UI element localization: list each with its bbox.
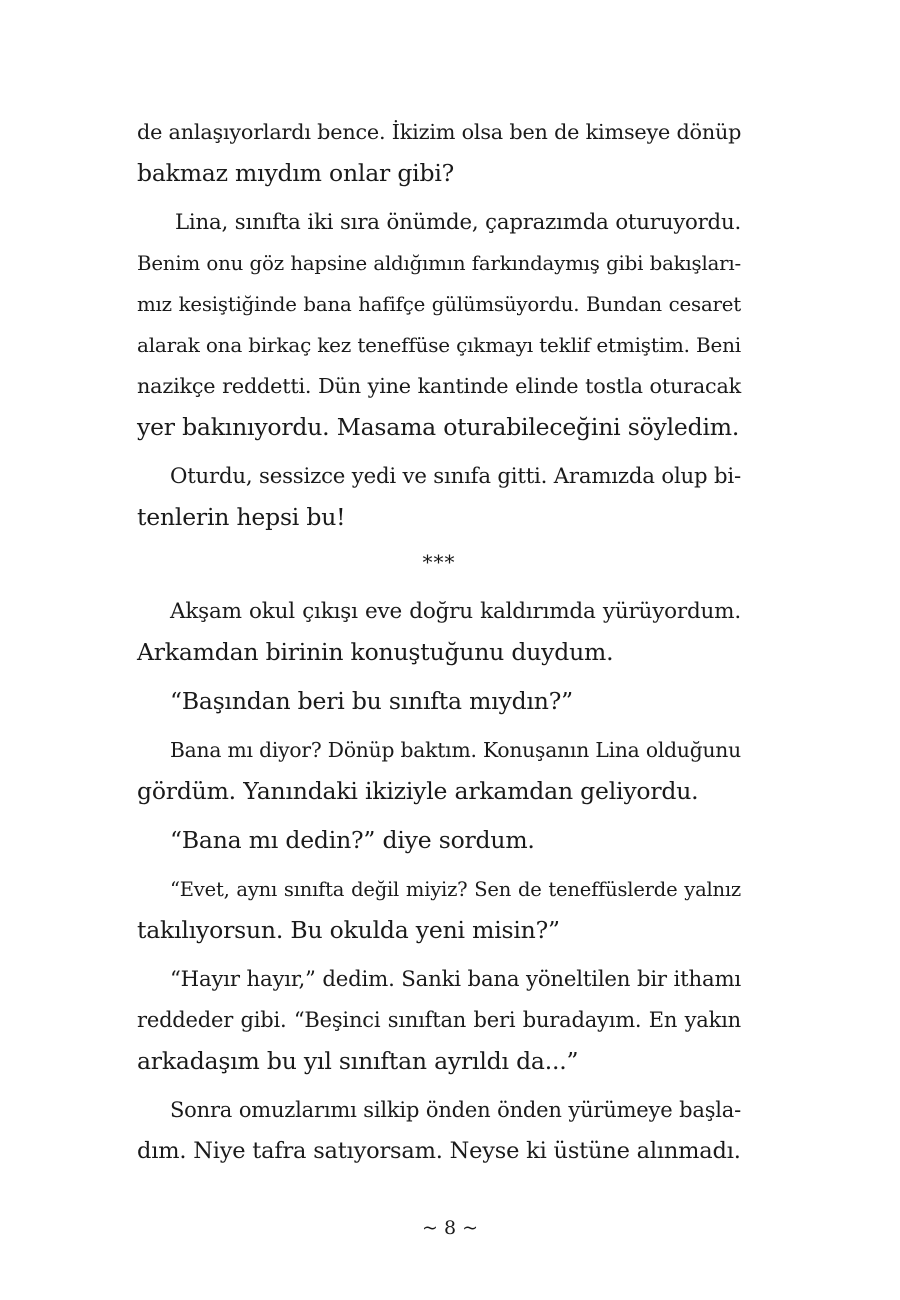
text-line: “Hayır hayır,” dedim. Sanki bana yöneltilen bir ithamı: [170, 967, 741, 992]
section-separator: ***: [422, 550, 456, 574]
text-line: takılıyorsun. Bu okulda yeni misin?”: [137, 916, 560, 944]
text-line: dım. Niye tafra satıyorsam. Neyse ki üstüne alınmadı.: [137, 1138, 741, 1164]
text-line: Oturdu, sessizce yedi ve sınıfa gitti. Aramızda olup bi-: [170, 464, 741, 489]
text-line: Benim onu göz hapsine aldığımın farkındaymış gibi bakışları-: [137, 252, 741, 275]
paragraph: [137, 869, 741, 951]
paragraph: [137, 959, 741, 1082]
text-line: alarak ona birkaç kez teneffüse çıkmayı teklif etmiştim. Beni: [137, 333, 741, 357]
text-line: nazikçe reddetti. Dün yine kantinde elinde tostla oturacak: [137, 374, 741, 398]
body-text: [137, 112, 741, 1172]
paragraph: [137, 730, 741, 812]
text-line: “Evet, aynı sınıfta değil miyiz? Sen de teneffüslerde yalnız: [170, 878, 741, 901]
paragraph: [137, 456, 741, 538]
paragraph: [137, 820, 741, 861]
text-line: “Başından beri bu sınıfta mıydın?”: [170, 687, 573, 715]
text-line: reddeder gibi. “Beşinci sınıftan beri buradayım. En yakın: [137, 1008, 741, 1032]
text-line: gördüm. Yanındaki ikiziyle arkamdan geliyordu.: [137, 777, 699, 805]
text-line: Lina, sınıfta iki sıra önümde, çaprazımda oturuyordu.: [175, 210, 741, 235]
text-line: Arkamdan birinin konuştuğunu duydum.: [137, 638, 614, 666]
paragraph: [137, 202, 741, 448]
text-line: de anlaşıyorlardı bence. İkizim olsa ben de kimseye dönüp: [137, 120, 742, 144]
text-line: bakmaz mıydım onlar gibi?: [137, 159, 455, 187]
text-line: Sonra omuzlarımı silkip önden önden yürümeye başla-: [170, 1098, 741, 1122]
text-line: arkadaşım bu yıl sınıftan ayrıldı da...”: [137, 1047, 579, 1075]
text-line: mız kesiştiğinde bana hafifçe gülümsüyordu. Bundan cesaret: [137, 293, 741, 316]
text-line: Bana mı diyor? Dönüp baktım. Konuşanın Lina olduğunu: [170, 738, 741, 762]
paragraph: [137, 591, 741, 673]
paragraph: [137, 112, 741, 194]
paragraph: [137, 681, 741, 722]
text-line: Akşam okul çıkışı eve doğru kaldırımda yürüyordum.: [170, 599, 741, 624]
text-line: “Bana mı dedin?” diye sordum.: [170, 826, 535, 854]
text-line: yer bakınıyordu. Masama oturabileceğini söyledim.: [137, 413, 740, 441]
paragraph: [137, 1090, 741, 1172]
page-number: ~ 8 ~: [421, 1217, 478, 1239]
text-line: tenlerin hepsi bu!: [137, 503, 346, 531]
